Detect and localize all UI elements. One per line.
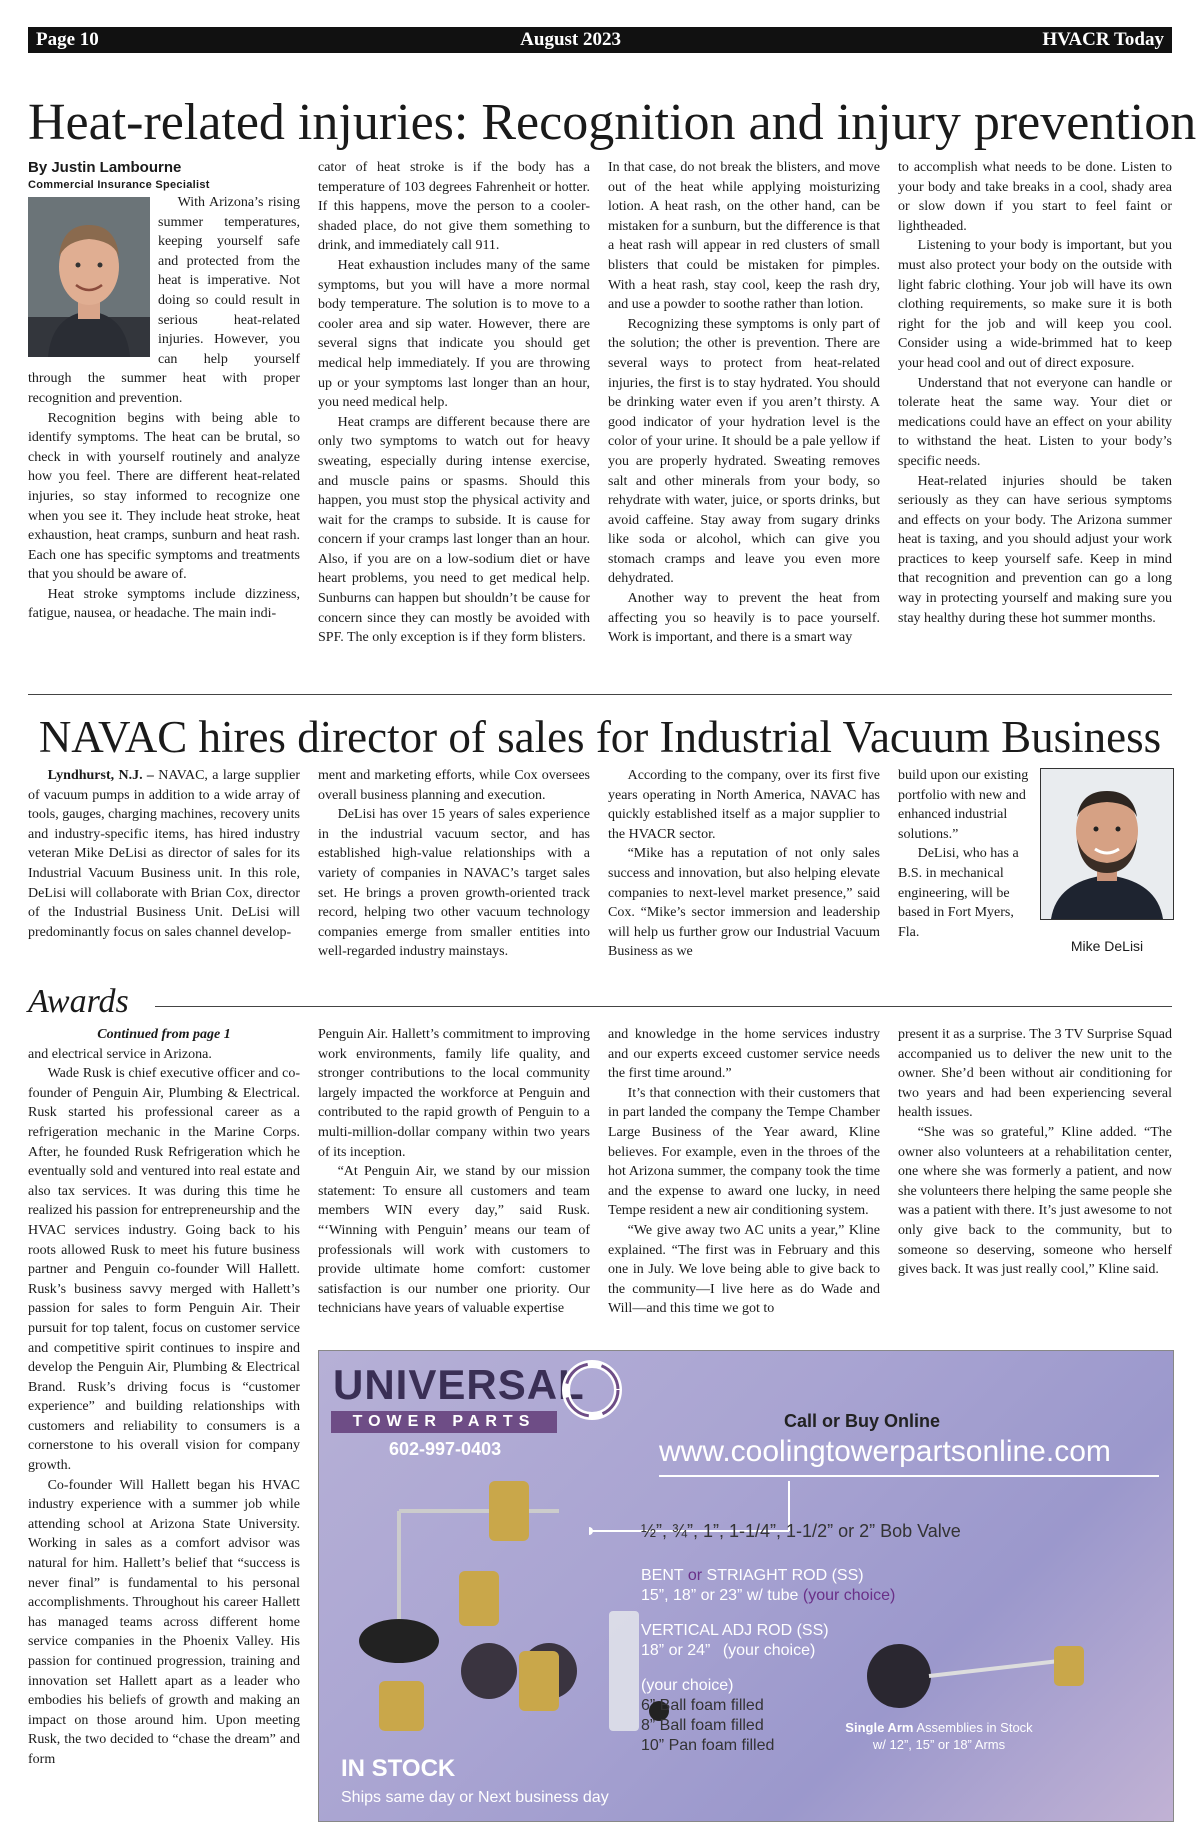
- article3-column-4: [898, 1025, 1172, 1280]
- ad-rod1-choice: (your choice): [802, 1587, 896, 1604]
- ad-shipping: Ships same day or Next business day: [341, 1789, 609, 1806]
- photo-caption: Mike DeLisi: [1070, 938, 1144, 954]
- article1-para: Listening to your body is important, but you must also protect your body on the outside with light fabric clothing. Your job will have its own clothing requirements, so make sure it is both right for the job and will keep you cool. Consider using a wide-brimmed hat to keep your head cool and out of direct exposure.: [898, 238, 1172, 371]
- ad-ball-1: 6” Ball foam filled: [641, 1697, 764, 1714]
- article3-para: “At Penguin Air, we stand by our mission statement: To ensure all customers and team members WIN every day,” said Rusk. “‘Winning with Penguin’ means our team of professionals will work with customers to provide ultimate home comfort: customer satisfaction is our number one priority. Our technicians have years of valuable expertise: [318, 1164, 590, 1317]
- continued-from-label: Continued from page 1: [97, 1027, 231, 1042]
- ad-phone: 602-997-0403: [389, 1439, 502, 1459]
- ad-single-line2: w/ 12”, 15” or 18” Arms: [872, 1737, 1006, 1752]
- ad-ball-choice: (your choice): [641, 1677, 734, 1694]
- ad-rod1-a: BENT: [641, 1567, 684, 1584]
- single-arm-assembly: [859, 1631, 1099, 1721]
- ad-rod1-sizes: 15”, 18” or 23” w/ tube: [641, 1587, 799, 1604]
- ad-rod2-a: VERTICAL ADJ ROD (SS): [641, 1622, 829, 1639]
- article1-para: Heat exhaustion includes many of the same symptoms, but you will have a more normal body temperature. The solution is to move to a cooler area and sip water. However, there are several signs that indicate you should get medical help immediately. If you are throwing up or your symptoms last longer than an hour, you need medical help.: [318, 257, 590, 411]
- article1-para: Recognition begins with being able to identify symptoms. The heat can be brutal, so check in with yourself routinely and analyze how you feel. There are different heat-related injuries, so stay informed to recognize one when you see it. They include heat stroke, heat exhaustion, heat cramps, sunburn and heat rash. Each one has specific symptoms and treatments that you should be aware of.: [28, 410, 300, 583]
- article3-column-3: [608, 1025, 880, 1319]
- universal-tower-parts-ad: [318, 1350, 1174, 1822]
- article2-para: DeLisi, who has a B.S. in mechanical engineering, will be based in Fort Myers, Fla.: [898, 846, 1019, 940]
- article1-column-2: [318, 158, 590, 648]
- article2-para: According to the company, over its first five years operating in North America, NAVAC has quickly established itself as a major supplier to the HVACR sector.: [608, 768, 880, 842]
- ad-call-text: Call or Buy Online: [784, 1411, 941, 1431]
- article3-para: and electrical service in Arizona.: [28, 1046, 212, 1062]
- delisi-photo: [1040, 768, 1174, 920]
- article1-para: to accomplish what needs to be done. Listen to your body and take breaks in a cool, shady area or slow down if you start to feel faint or lightheaded.: [898, 160, 1172, 234]
- article2-para: DeLisi has over 15 years of sales experience in the industrial vacuum sector, and has established high-value relationships with a variety of companies in NAVAC’s target sales set. He brings a proven growth-oriented track record, helping two other vacuum technology companies emerge from smaller entities into well-regarded industry mainstays.: [318, 807, 590, 960]
- ad-rod1-or: or: [687, 1567, 703, 1584]
- issue-date: August 2023: [520, 29, 621, 50]
- ad-rod-option-2: [641, 1621, 829, 1661]
- ad-ball-2: 8” Ball foam filled: [641, 1717, 764, 1734]
- ad-rod1-b: STRIAGHT ROD (SS): [706, 1567, 864, 1584]
- article2-para: “Mike has a reputation of not only sales success and innovation, but also helping elevate companies to next-level market presence,” said Cox. “Mike’s sector immersion and leadership will help us further grow our Industrial Vacuum Business as we: [608, 846, 880, 960]
- article3-para: Co-founder Will Hallett began his HVAC industry experience with a summer job while attending school at Arizona State University. Working in sales as a comfort advisor was natural for him. Hallett’s belief that “success is never final” is fundamental to his personal accomplishments. Throughout his career Hallett has managed teams across different home service companies in the Phoenix Valley. His passion for continued progression, training and innovation set Hallett apart as a leader who embodies his beliefs of growth and making an impact on those around him. Upon meeting Rusk, the two decided to “chase the dream” and form: [28, 1477, 300, 1767]
- page-number: Page 10: [36, 29, 99, 50]
- ad-in-stock: IN STOCK: [341, 1755, 456, 1782]
- ad-ball-options: [641, 1676, 774, 1756]
- article2-column-3: [608, 766, 880, 962]
- article1-para: In that case, do not break the blisters, and move out of the heat while applying moisturizing lotion. A heat rash, on the other hand, can be mistaken for a sunburn, but the difference is that a heat rash will appear in red clusters of small blisters that could be mistaken for pimples. With a heat rash, stay cool, keep the rash dry, and use a powder to soothe rather than lotion.: [608, 160, 880, 313]
- ad-rod2-sizes: 18” or 24”: [641, 1642, 711, 1659]
- article3-para: “She was so grateful,” Kline added. “The owner also volunteers at a rehabilitation center, one where she was formerly a patient, and now she volunteers there helping the same people she was a patient with there. It’s just awesome to not only give back to the community, but to someone so deserving, someone who herself gives back. It was just really cool,” Kline said.: [898, 1124, 1172, 1278]
- article1-para: Recognizing these symptoms is only part of the solution; the other is prevention. There are several ways to protect from heat-related injuries, the first is to stay hydrated. You should be drinking water even if you aren’t thirsty. A good indicator of your hydration level is the color of your urine. It should be a pale yellow if you are properly hydrated. Sweating removes salt and other minerals from your body, so rehydrate with water, juice, or sports drinks, but avoid caffeine. Stay away from sugary drinks like soda or alcohol, which can give you stomach cramps and leave you even more dehydrated.: [608, 316, 880, 587]
- ad-brand-name: UNIVERSAL: [333, 1361, 585, 1408]
- article1-para: Heat stroke symptoms include dizziness, fatigue, nausea, or headache. The main indi-: [28, 586, 300, 622]
- article3-para: Wade Rusk is chief executive officer and co-founder of Penguin Air, Plumbing & Electrical. Rusk started his professional career as a refrigeration mechanic in the Marine Corps. After, he founded Rusk Refrigeration which he eventually sold and ventured into real estate and also tax services. It was during this time he realized his passion for entrepreneurship and the HVAC services industry. Going back to his roots allowed Rusk to meet his future business partner and Penguin co-founder Will Hallett. Rusk’s business savvy merged with Hallett’s passion for sales to form Penguin Air. Their pursuit for top talent, focus on customer service and competitive spirit continues to inspire and develop the Penguin Air, Plumbing & Electrical Brand. Rusk’s driving focus is “customer experience” and building relationships with customers and reliability to consumers is a cornerstone to his overall vision for company growth.: [28, 1066, 300, 1474]
- author-role: Commercial Insurance Specialist: [28, 179, 210, 191]
- article1-para: cator of heat stroke is if the body has a temperature of 103 degrees Fahrenheit or hotter. If this happens, move the person to a cooler-shaded place, do not give them something to drink, and immediately call 911.: [318, 160, 590, 254]
- ad-single-arm: [839, 1719, 1039, 1753]
- article3-para: It’s that connection with their customers that in part landed the company the Tempe Chamber Large Business of the Year award, Kline believes. For example, even in the throes of the hot Arizona summer, the company took the time and the expense to award one lucky, in need Tempe resident a new air conditioning system.: [608, 1085, 880, 1219]
- awards-heading-rule: [155, 1006, 1172, 1007]
- article3-para: Penguin Air. Hallett’s commitment to improving work environments, family life quality, and stronger contributions to the local community largely impacted the workforce at Penguin and contributed to the rapid growth of Penguin to a multi-million-dollar company within two years of its inception.: [318, 1027, 590, 1160]
- logo-ring-icon: [557, 1355, 627, 1425]
- publication-name: HVACR Today: [1042, 29, 1164, 50]
- article1-para: Heat-related injuries should be taken seriously as they can have serious symptoms and effects on your body. The Arizona summer heat is taxing, and you should adjust your work practices to keep yourself safe. Keep in mind that recognition and prevention can go a long way in protecting yourself and making sure you stay healthy during these hot summer months.: [898, 473, 1172, 626]
- article1-headline: Heat-related injuries: Recognition and injury prevention: [28, 94, 1197, 151]
- article3-column-1: [28, 1025, 300, 1770]
- article2-para: build upon our existing portfolio with new and enhanced industrial solutions.”: [898, 768, 1029, 842]
- article2-column-1: [28, 766, 300, 942]
- ad-website: www.coolingtowerpartsonline.com: [659, 1435, 1111, 1468]
- awards-section-heading: Awards: [28, 983, 129, 1020]
- article1-para: Heat cramps are different because there are only two symptoms to watch out for heavy sweating, especially during intense exercise, and muscle pains or spasms. Should this happen, you must stop the physical activity and wait for the cramps to subside. It is cause for concern if your cramps last longer than an hour. Also, if you are on a low-sodium diet or have heart problems, you need to get medical help. Sunburns can happen but shouldn’t be cause for concern since they can mostly be avoided with SPF. The only exception is if they form blisters.: [318, 414, 590, 646]
- ad-single-label: Single Arm: [845, 1720, 914, 1735]
- ad-ball-3: 10” Pan foam filled: [641, 1737, 775, 1754]
- ad-rod-option-1: [641, 1566, 895, 1606]
- author-photo: [28, 197, 150, 357]
- article3-para: and knowledge in the home services industry and our experts exceed customer service needs the first time around.”: [608, 1027, 880, 1082]
- article1-para: Understand that not everyone can handle or tolerate heat the same way. Your diet or medications could have an effect on your ability to withstand the heat. Listen to your body’s specific needs.: [898, 375, 1172, 469]
- article1-column-3: [608, 158, 880, 648]
- article2-para: ment and marketing efforts, while Cox oversees overall business planning and execution.: [318, 768, 590, 803]
- article2-para: NAVAC, a large supplier of vacuum pumps in addition to a wide array of tools, gauges, charging machines, recovery units and industry-specific items, has hired industry veteran Mike DeLisi as director of sales for its Industrial Vacuum Business unit. In this role, DeLisi will collaborate with Brian Cox, director of the Industrial Business Unit. DeLisi will predominantly focus on sales channel develop-: [28, 768, 300, 940]
- section-divider: [28, 694, 1172, 695]
- ad-sub-brand: TOWER PARTS: [331, 1411, 557, 1433]
- article3-column-2: [318, 1025, 590, 1319]
- article3-para: present it as a surprise. The 3 TV Surprise Squad accompanied us to deliver the new unit to the owner. She’d been without air conditioning for two years and had been experiencing several health issues.: [898, 1027, 1172, 1121]
- ad-single-rest: Assemblies in Stock: [916, 1720, 1033, 1735]
- article3-para: “We give away two AC units a year,” Kline explained. “The first was in February and this one in July. We love being able to give back to the community—I live here as do Wade and Will—and this time we got to: [608, 1222, 880, 1317]
- article1-para: With Arizona’s rising summer temperatures, keeping yourself safe and protected from the heat is imperative. Not doing so could result in serious heat-related injuries. However, you can help yourself through the summer heat with proper recognition and prevention.: [28, 195, 300, 406]
- article1-para: Another way to prevent the heat from affecting you so heavily is to pace yourself. Work is important, and there is a smart way: [608, 591, 880, 646]
- article2-headline: NAVAC hires director of sales for Industrial Vacuum Business: [38, 712, 1162, 762]
- article2-column-2: [318, 766, 590, 962]
- page-header-bar: [28, 27, 1172, 53]
- ad-rod2-choice: (your choice): [722, 1642, 816, 1659]
- article2-column-4: [898, 766, 1038, 942]
- ad-valve-sizes: ½”, ¾”, 1”, 1-1/4”, 1-1/2” or 2” Bob Valve: [641, 1521, 961, 1541]
- article1-column-4: [898, 158, 1172, 628]
- author-byline: By Justin Lambourne: [28, 159, 182, 176]
- article1-column-1: [28, 158, 300, 624]
- dateline: Lyndhurst, N.J. –: [47, 768, 154, 783]
